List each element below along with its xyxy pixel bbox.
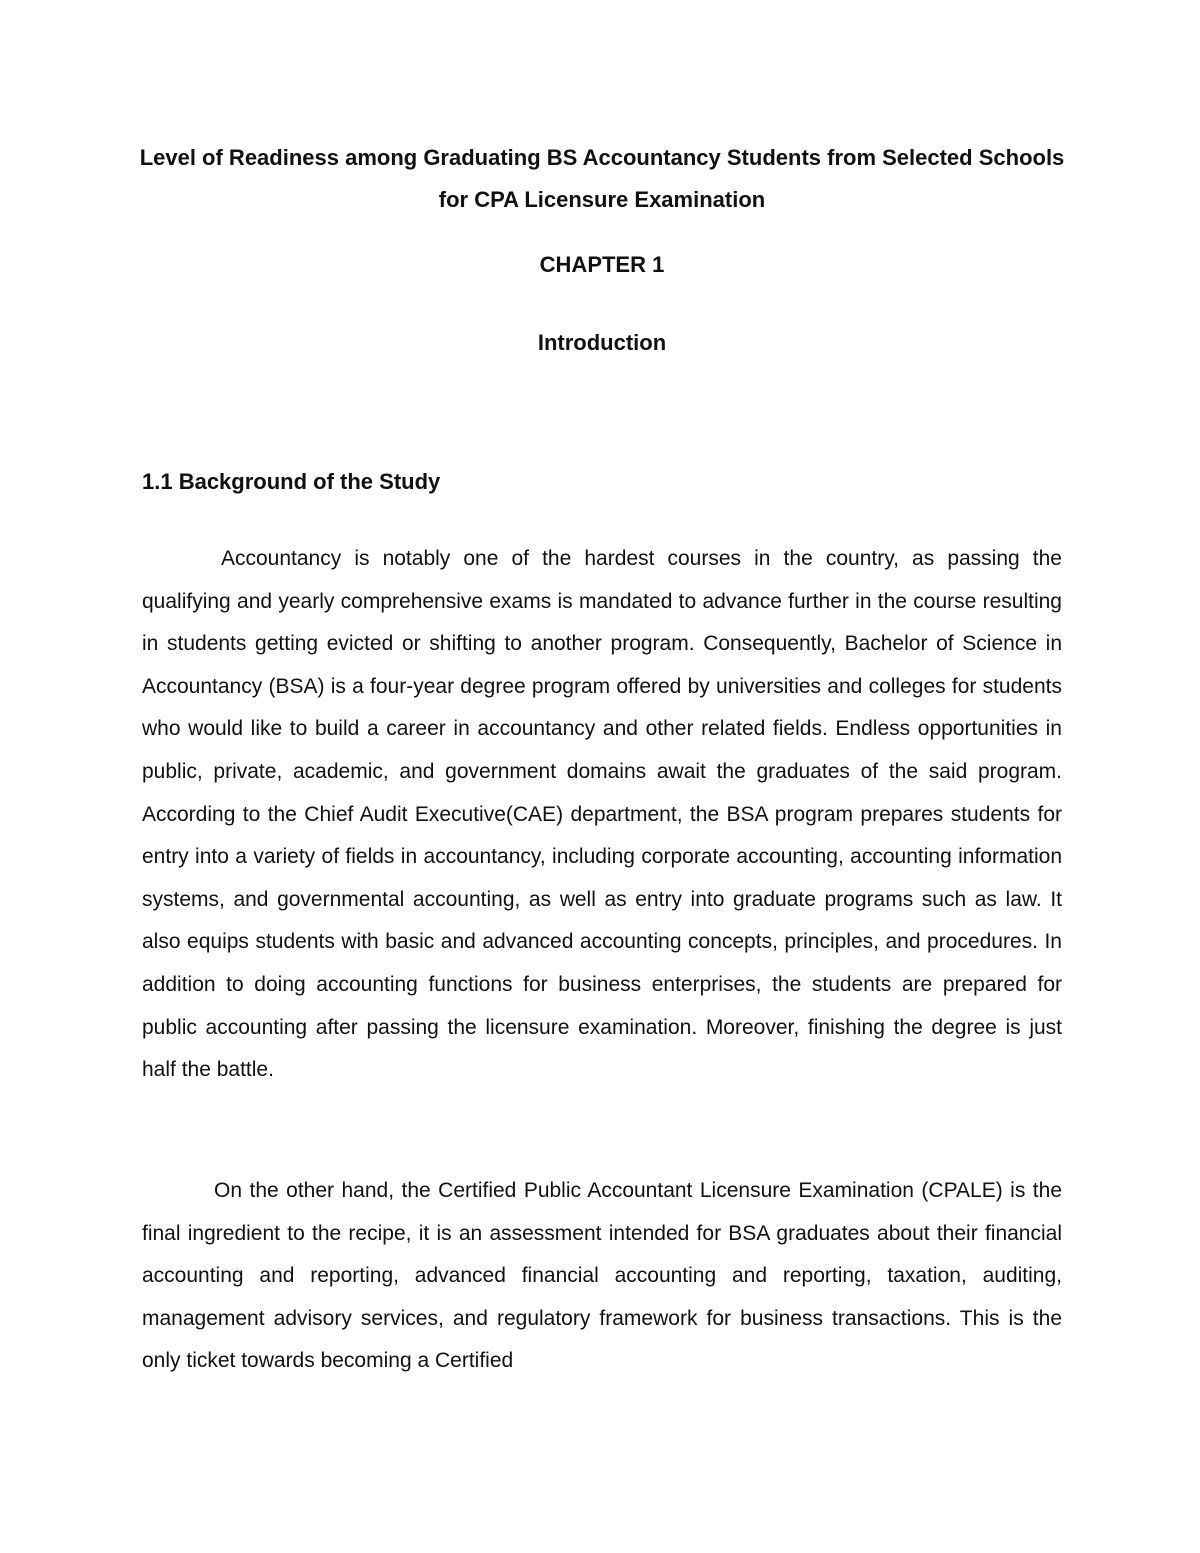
- document-title: Level of Readiness among Graduating BS Accountancy Students from Selected Schools for CPA Licensure Examination: [139, 145, 1065, 212]
- chapter-label: CHAPTER 1: [539, 252, 665, 277]
- chapter-title: Introduction: [537, 330, 667, 355]
- body-paragraph: On the other hand, the Certified Public Accountant Licensure Examination (CPALE) is the final ingredient to the recipe, it is an assessment intended for BSA graduates about their financial accounting and reporting, advanced financial accounting and reporting, taxation, auditing, management advisory services, and regulatory framework for business transactions. This is the only ticket towards becoming a Certified: [142, 1179, 1062, 1373]
- body-paragraph: Accountancy is notably one of the hardest courses in the country, as passing the qualifying and yearly comprehensive exams is mandated to advance further in the course resulting in students getting evicted or shifting to another program. Consequently, Bachelor of Science in Accountancy (BSA) is a four-year degree program offered by universities and colleges for students who would like to build a career in accountancy and other related fields. Endless opportunities in public, private, academic, and government domains await the graduates of the said program. According to the Chief Audit Executive(CAE) department, the BSA program prepares students for entry into a variety of fields in accountancy, including corporate accounting, accounting information systems, and governmental accounting, as well as entry into graduate programs such as law. It also equips students with basic and advanced accounting concepts, principles, and procedures. In addition to doing accounting functions for business enterprises, the students are prepared for public accounting after passing the licensure examination. Moreover, finishing the degree is just half the battle.: [142, 547, 1062, 1082]
- section-heading: 1.1 Background of the Study: [142, 469, 441, 494]
